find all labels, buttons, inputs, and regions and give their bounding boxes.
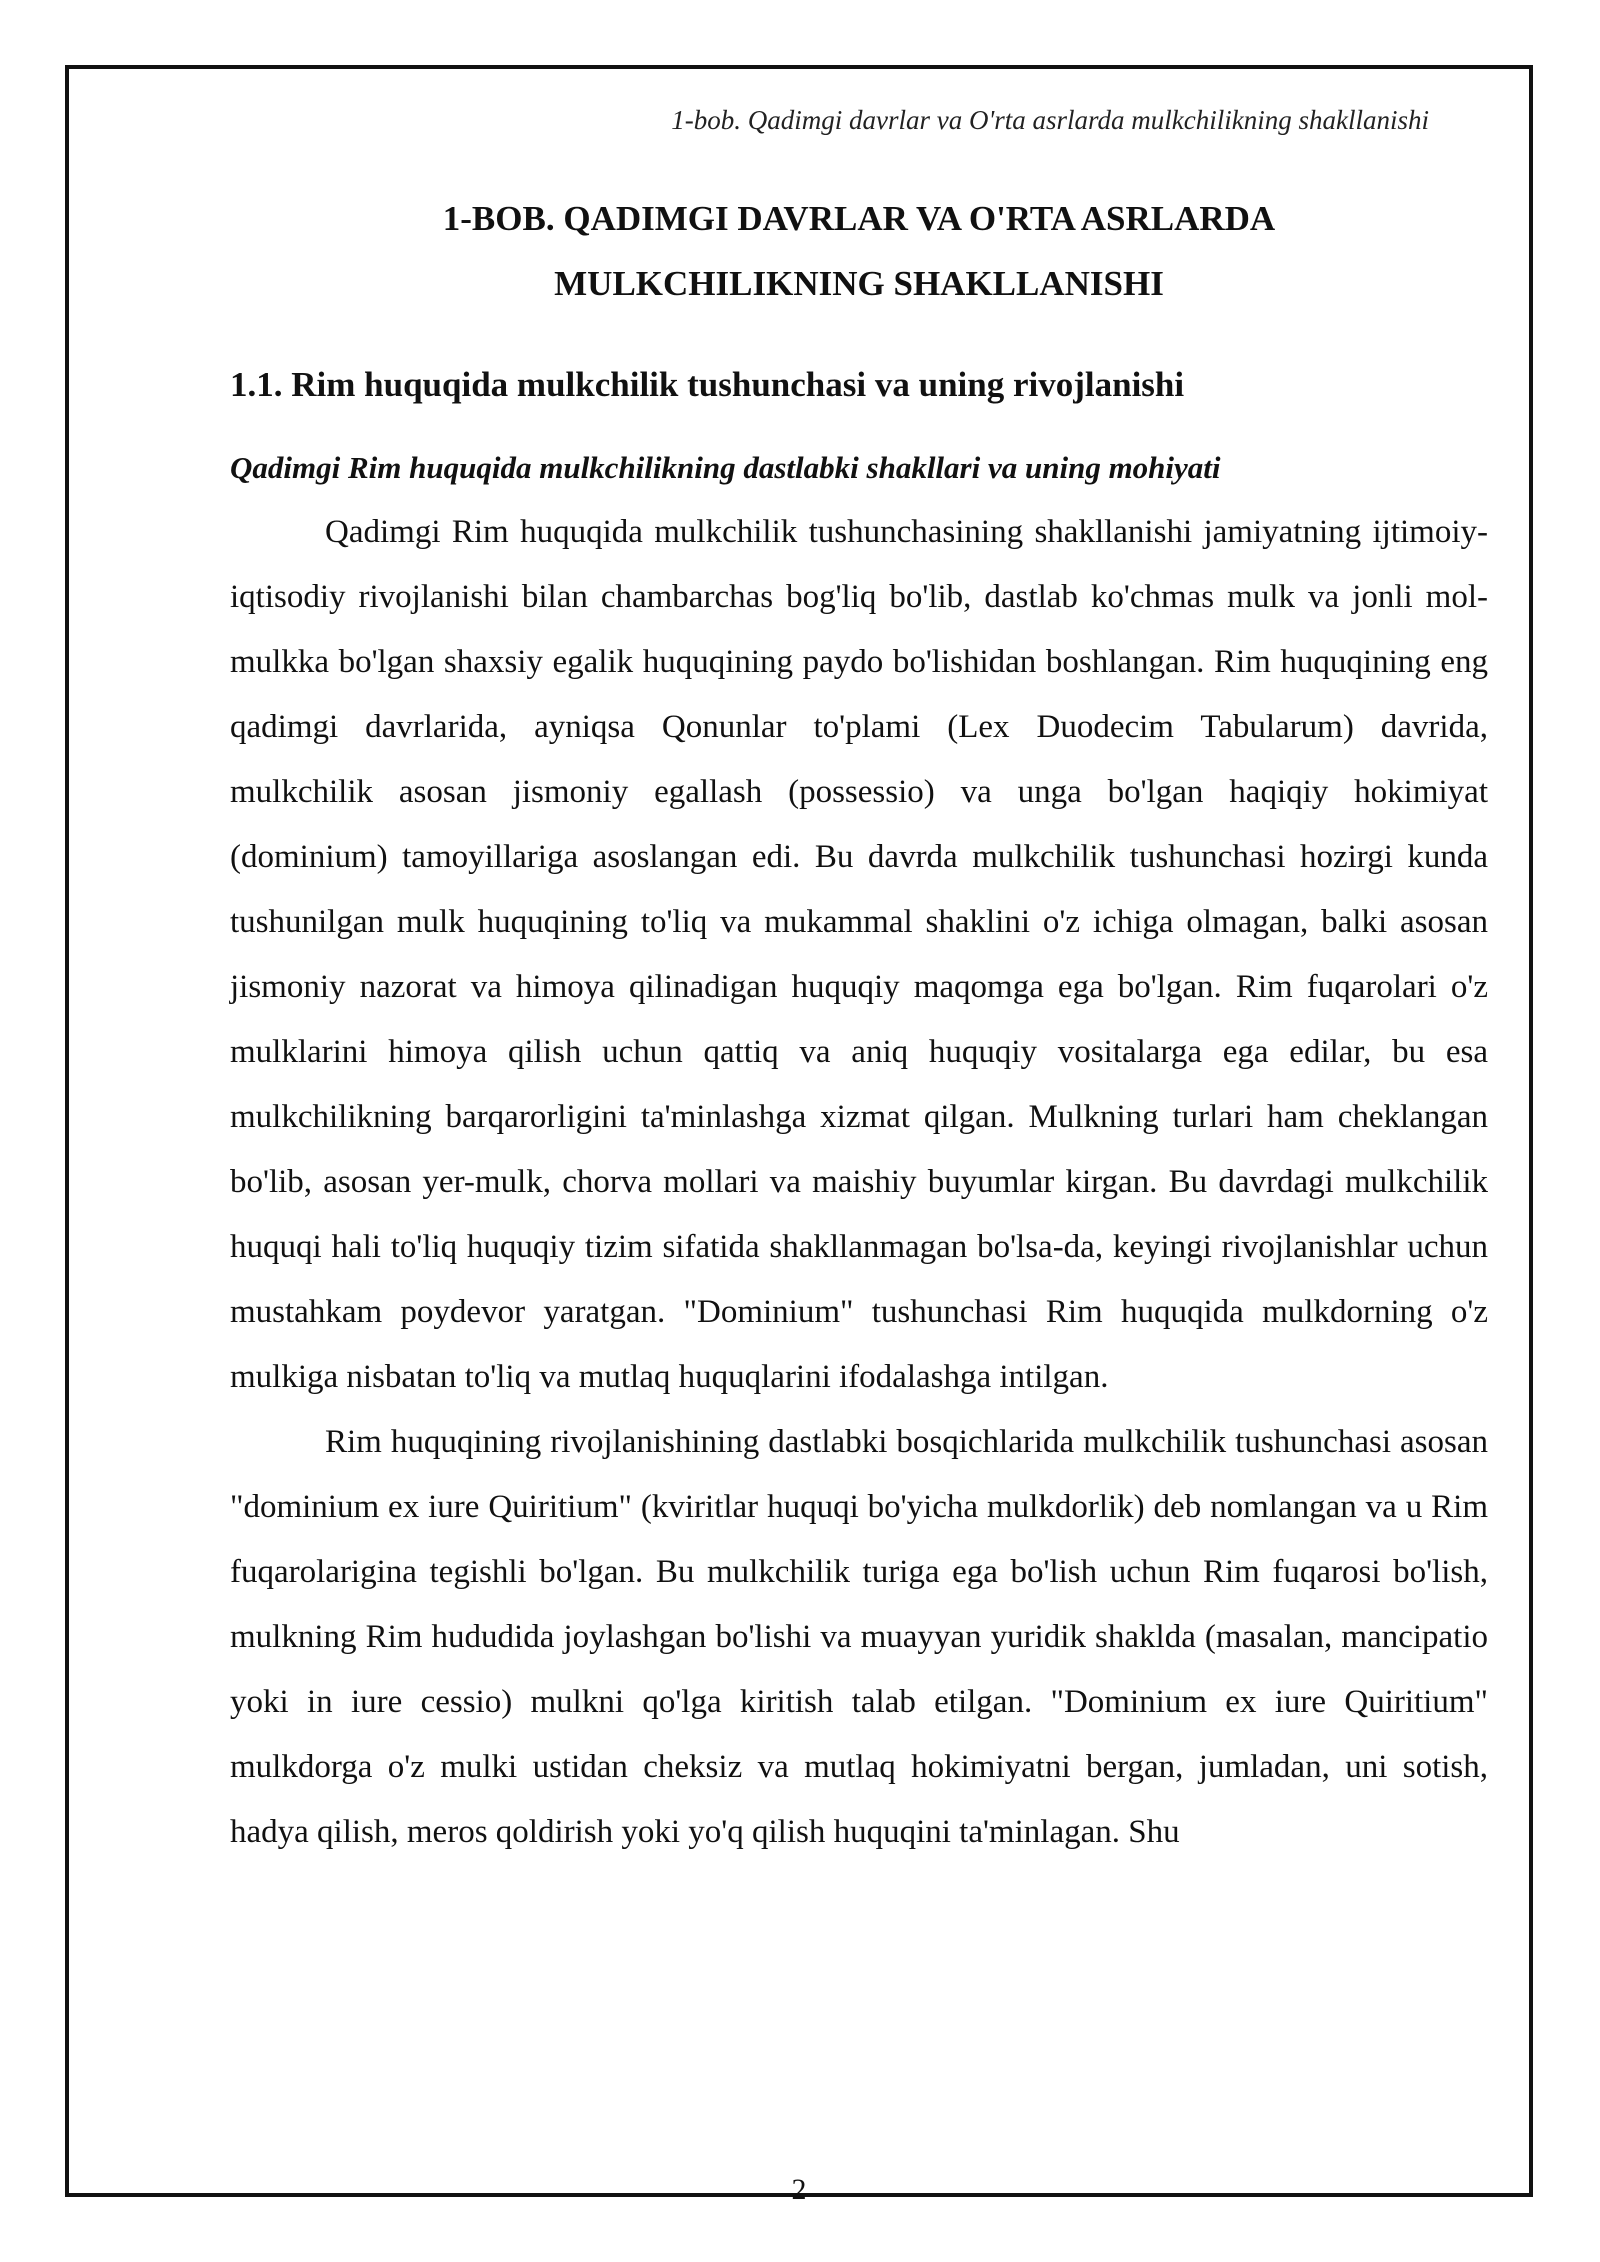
chapter-title — [230, 186, 1488, 316]
page-frame — [65, 65, 1533, 2206]
subsection-heading: Qadimgi Rim huquqida mulkchilikning dastlabki shakllari va uning mohiyati — [230, 450, 1221, 485]
section-heading: 1.1. Rim huquqida mulkchilik tushunchasi va uning rivojlanishi — [230, 365, 1185, 404]
body-paragraph-1: Qadimgi Rim huquqida mulkchilik tushunchasining shakllanishi jamiyatning ijtimoiy-iqtisodiy rivojlanishi bilan chambarchas bog'liq bo'lib, dastlab ko'chmas mulk va jonli mol-mulkka bo'lgan shaxsiy egalik huquqining paydo bo'lishidan boshlangan. Rim huquqining eng qadimgi davrlarida, ayniqsa Qonunlar to'plami (Lex Duodecim Tabularum) davrida, mulkchilik asosan jismoniy egallash (possessio) va unga bo'lgan haqiqiy hokimiyat (dominium) tamoyillariga asoslangan edi. Bu davrda mulkchilik tushunchasi hozirgi kunda tushunilgan mulk huquqining to'liq va mukammal shaklini o'z ichiga olmagan, balki asosan jismoniy nazorat va himoya qilinadigan huquqiy maqomga ega bo'lgan. Rim fuqarolari o'z mulklarini himoya qilish uchun qattiq va aniq huquqiy vositalarga ega edilar, bu esa mulkchilikning barqarorligini ta'minlashga xizmat qilgan. Mulkning turlari ham cheklangan bo'lib, asosan yer-mulk, chorva mollari va maishiy buyumlar kirgan. Bu davrdagi mulkchilik huquqi hali to'liq huquqiy tizim sifatida shakllanmagan bo'lsa-da, keyingi rivojlanishlar uchun mustahkam poydevor yaratgan. "Dominium" tushunchasi Rim huquqida mulkdorning o'z mulkiga nisbatan to'liq va mutlaq huquqlarini ifodalashga intilgan. — [230, 514, 1488, 1395]
page-number: 2 — [791, 2173, 807, 2206]
body-paragraph-2: Rim huquqining rivojlanishining dastlabki bosqichlarida mulkchilik tushunchasi asosan "dominium ex iure Quiritium" (kviritlar huquqi bo'yicha mulkdorlik) deb nomlangan va u Rim fuqarolarigina tegishli bo'lgan. Bu mulkchilik turiga ega bo'lish uchun Rim fuqarosi bo'lish, mulkning Rim hududida joylashgan bo'lishi va muayyan yuridik shaklda (masalan, mancipatio yoki in iure cessio) mulkni qo'lga kiritish talab etilgan. "Dominium ex iure Quiritium" mulkdorga o'z mulki ustidan cheksiz va mutlaq hokimiyatni bergan, jumladan, uni sotish, hadya qilish, meros qoldirish yoki yo'q qilish huquqini ta'minlagan. Shu — [230, 1424, 1488, 1850]
chapter-title-line-1: 1-BOB. QADIMGI DAVRLAR VA O'RTA ASRLARDA — [442, 199, 1276, 238]
page-content — [230, 186, 1488, 1865]
chapter-title-line-2: MULKCHILIKNING SHAKLLANISHI — [554, 264, 1164, 303]
running-header: 1-bob. Qadimgi davrlar va O'rta asrlarda mulkchilikning shakllanishi — [671, 105, 1429, 135]
